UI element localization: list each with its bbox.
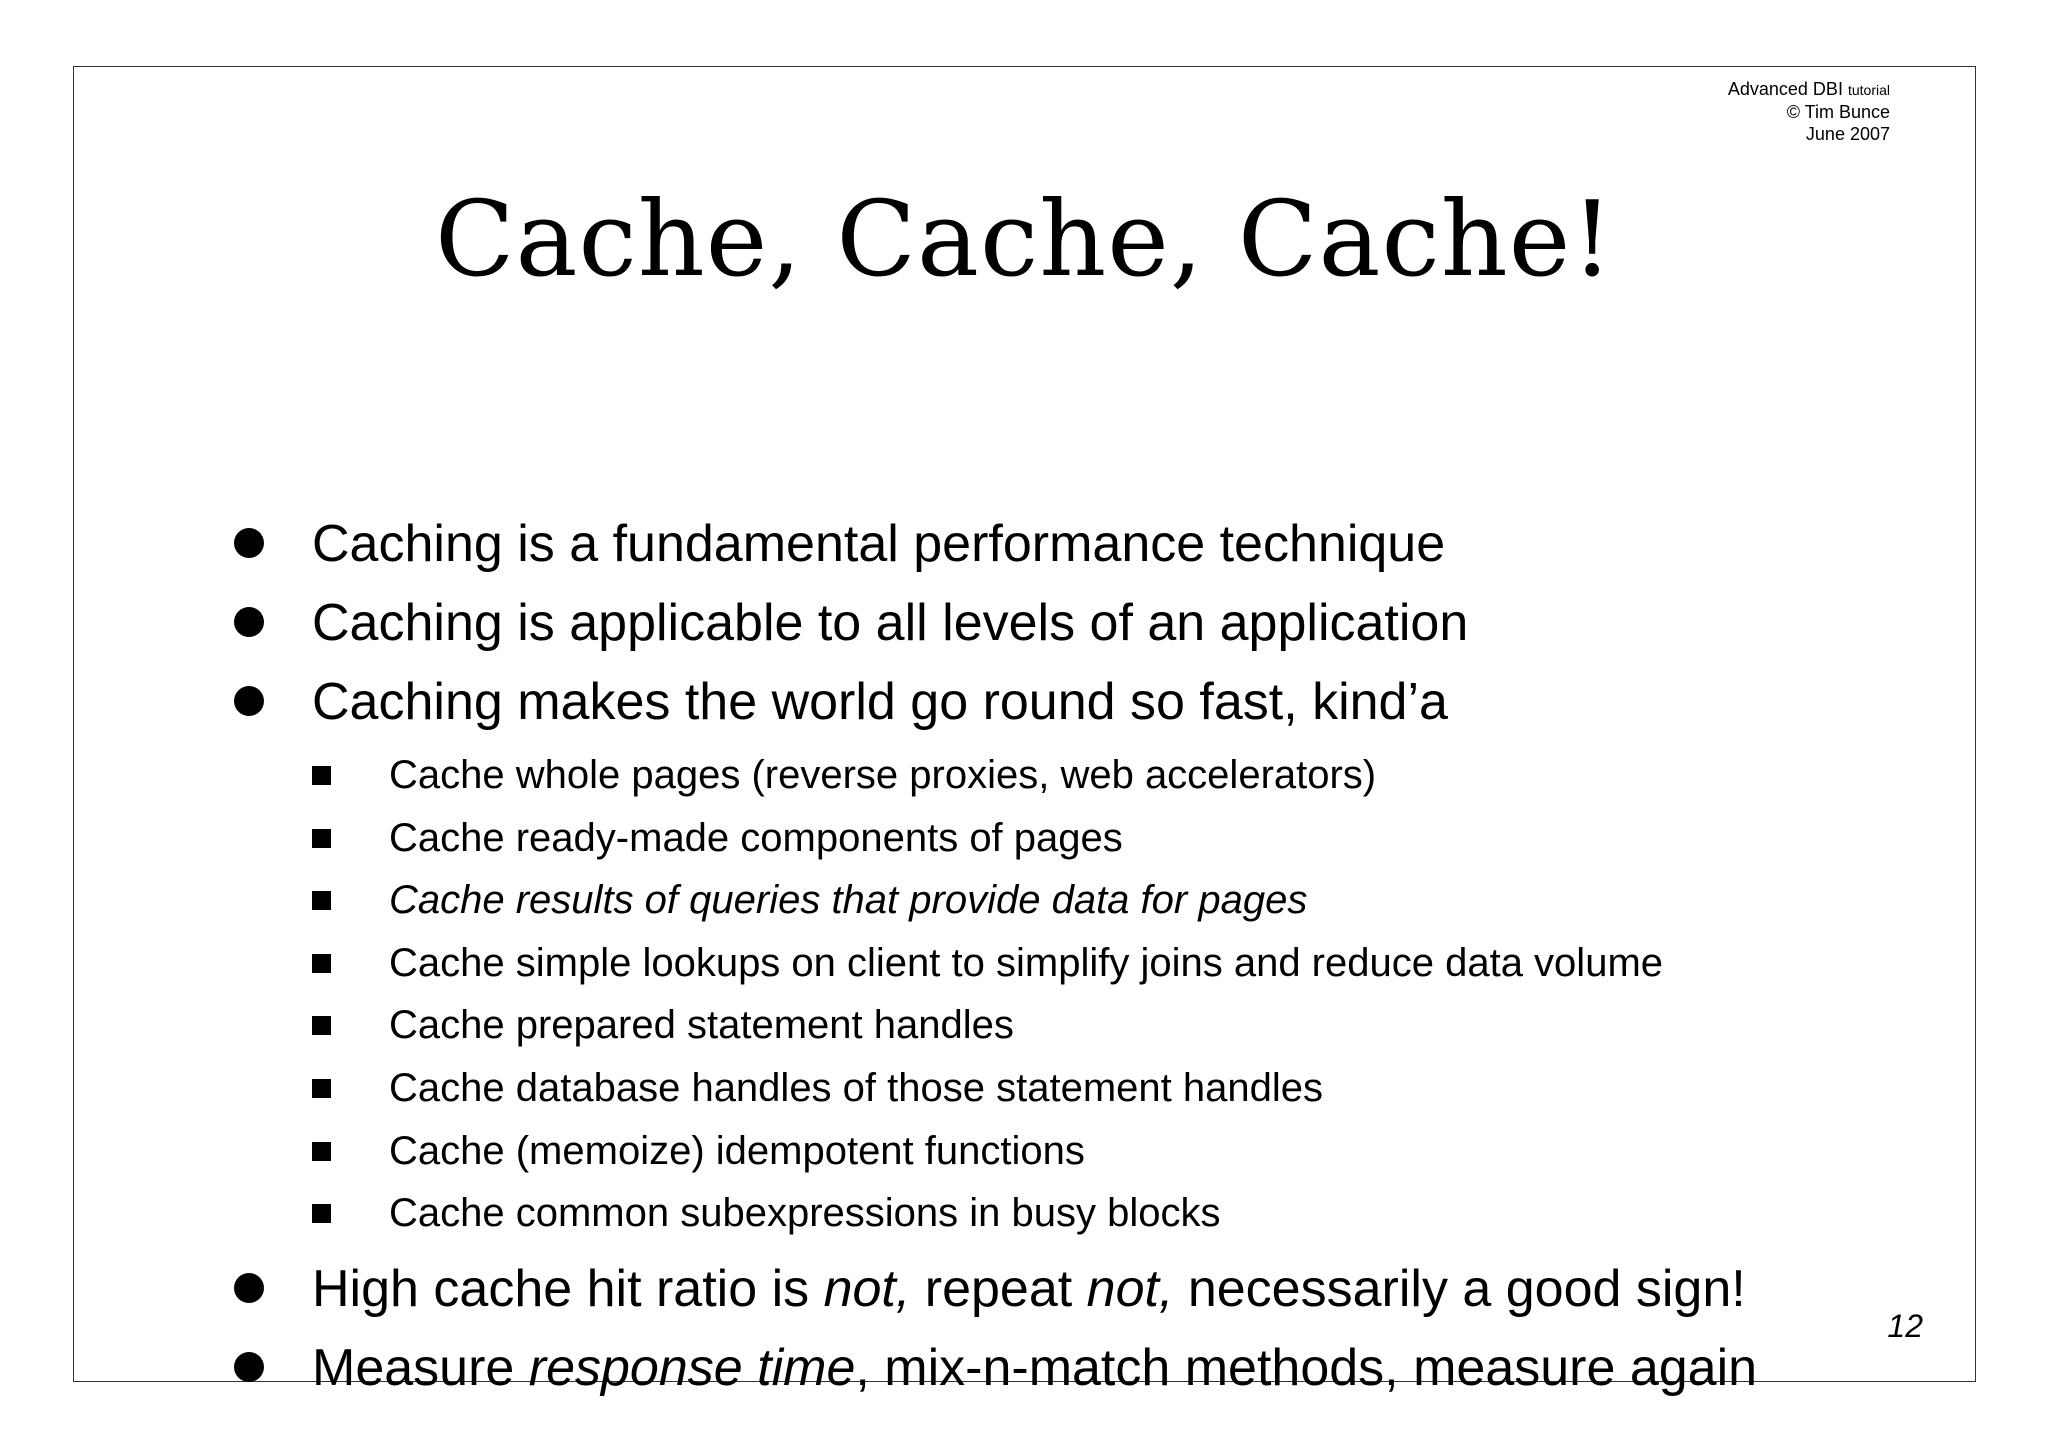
sub-bullet-text: Cache whole pages (reverse proxies, web accelerators) [389, 753, 1377, 797]
bullet-list [74, 67, 1975, 1397]
round-bullet-icon [234, 1352, 264, 1382]
round-bullet-icon [234, 607, 264, 637]
round-bullet-icon [234, 528, 264, 558]
sub-bullet-text: Cache common subexpressions in busy blocks [389, 1191, 1221, 1235]
square-bullet-icon [312, 766, 331, 785]
header-line-3: June 2007 [1805, 124, 1890, 144]
round-bullet-icon [234, 686, 264, 716]
page-number: 12 [1887, 1308, 1923, 1344]
square-bullet-icon [312, 829, 331, 848]
slide-title: Cache, Cache, Cache! [434, 178, 1615, 300]
sub-bullet-text: Cache database handles of those statement handles [389, 1066, 1323, 1110]
sub-bullet-text: Cache results of queries that provide data for pages [389, 878, 1308, 922]
bullet-text: Caching makes the world go round so fast, kind’a [312, 673, 1448, 731]
sub-bullet-text: Cache simple lookups on client to simplify joins and reduce data volume [389, 941, 1664, 985]
square-bullet-icon [312, 954, 331, 973]
square-bullet-icon [312, 1016, 331, 1035]
bullet-text: High cache hit ratio is not, repeat not, necessarily a good sign! [312, 1260, 1746, 1318]
header-line-2: © Tim Bunce [1786, 102, 1890, 122]
square-bullet-icon [312, 1079, 331, 1098]
bullet-text: Caching is a fundamental performance technique [312, 515, 1446, 573]
round-bullet-icon [234, 1273, 264, 1303]
square-bullet-icon [312, 1204, 331, 1223]
square-bullet-icon [312, 1142, 331, 1161]
sub-bullet-text: Cache prepared statement handles [389, 1003, 1014, 1047]
header-line-1: Advanced DBI tutorial [1727, 79, 1890, 99]
bullet-text: Caching is applicable to all levels of an application [312, 594, 1469, 652]
bullet-text: Measure response time, mix-n-match methods, measure again [312, 1339, 1758, 1397]
slide-frame [73, 66, 1976, 1397]
square-bullet-icon [312, 891, 331, 910]
sub-bullet-text: Cache (memoize) idempotent functions [389, 1129, 1085, 1173]
sub-bullet-text: Cache ready-made components of pages [389, 816, 1123, 860]
